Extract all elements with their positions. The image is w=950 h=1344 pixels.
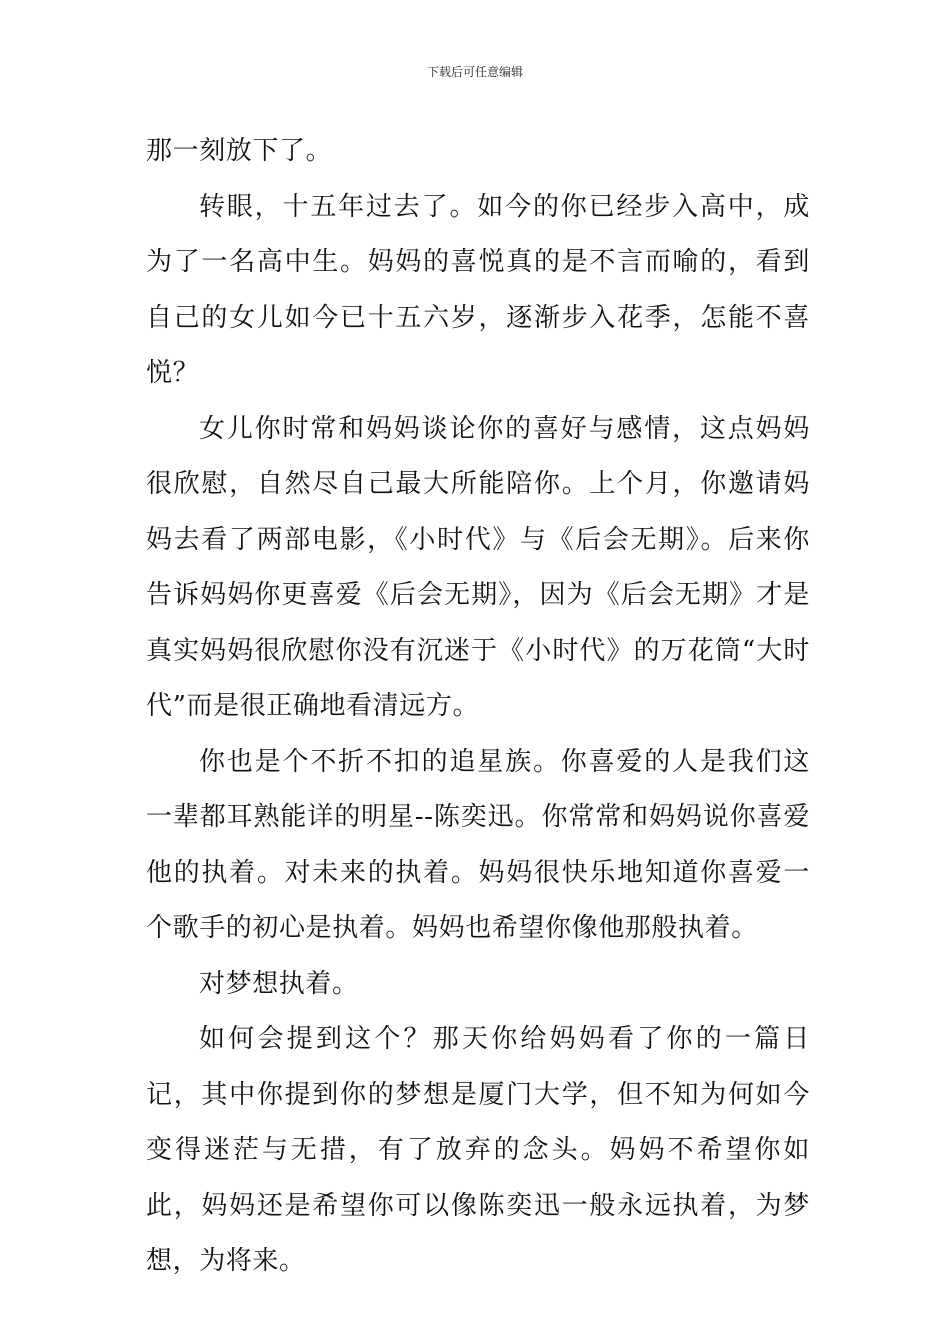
- paragraph-6: 如何会提到这个？那天你给妈妈看了你的一篇日记，其中你提到你的梦想是厦门大学，但不知为何如今变得迷茫与无措，有了放弃的念头。妈妈不希望你如此，妈妈还是希望你可以像陈奕迅一般永远执着，为梦想，为将来。: [146, 1024, 810, 1276]
- page-header: 下载后可任意编辑: [426, 65, 523, 79]
- paragraph-3: 女儿你时常和妈妈谈论你的喜好与感情，这点妈妈很欣慰，自然尽自己最大所能陪你。上个月，你邀请妈妈去看了两部电影，《小时代》与《后会无期》。后来你告诉妈妈你更喜爱《后会无期》，因为《后会无期》才是真实妈妈很欣慰你没有沉迷于《小时代》的万花筒“大时代”而是很正确地看清远方。: [146, 413, 810, 721]
- paragraph-2: 转眼，十五年过去了。如今的你已经步入高中，成为了一名高中生。妈妈的喜悦真的是不言而喻的，看到自己的女儿如今已十五六岁，逐渐步入花季，怎能不喜悦？: [146, 191, 810, 388]
- paragraph-1: 那一刻放下了。: [146, 136, 333, 166]
- paragraph-4: 你也是个不折不扣的追星族。你喜爱的人是我们这一辈都耳熟能详的明星--陈奕迅。你常常和妈妈说你喜爱他的执着。对未来的执着。妈妈很快乐地知道你喜爱一个歌手的初心是执着。妈妈也希望你像他那般执着。: [146, 746, 810, 943]
- paragraph-5: 对梦想执着。: [199, 968, 359, 999]
- document-body: [146, 124, 810, 1290]
